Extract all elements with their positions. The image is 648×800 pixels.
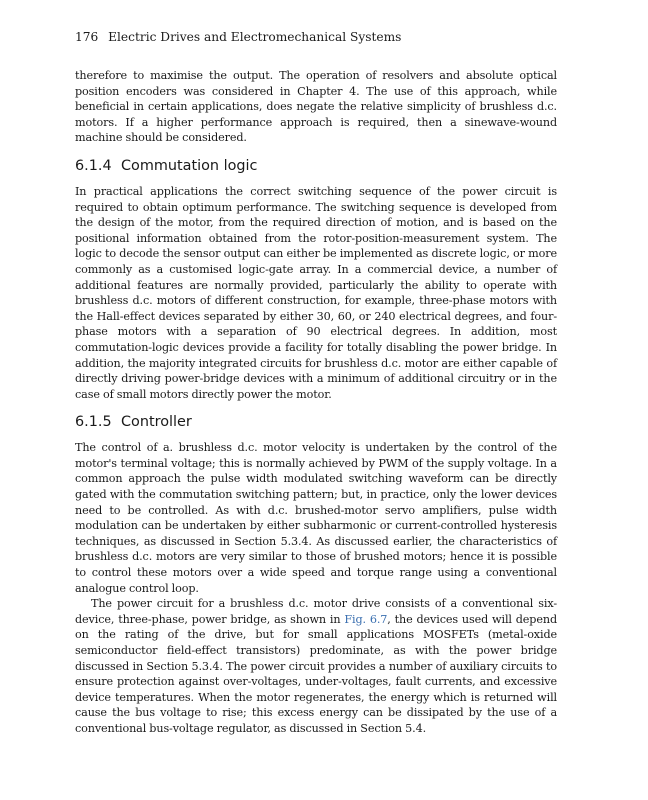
book-title: Electric Drives and Electromechanical Systems [108,30,402,44]
section-number: 6.1.5 [75,414,112,431]
section-title: Commutation logic [121,157,258,174]
controller-paragraph-2 [75,596,557,736]
running-head [75,28,557,46]
figure-reference-link[interactable]: Fig. 6.7 [344,612,388,626]
section-heading-commutation-logic [75,156,557,176]
section-heading-controller [75,412,557,432]
paragraph-text: , the devices used will depend on the rating of the drive, but for small applications MOSFETs (metal-oxide semiconductor field-effect transistors) predominate, as with the power bridge discussed in Section 5.3.4. The power circuit provides a number of auxiliary circuits to ensure protection against over-voltages, under-voltages, fault currents, and excessive device temperatures. When the motor regenerates, the energy which is returned will cause the bus voltage to rise; this excess energy can be dissipated by the use of a conventional bus-voltage regulator, as discussed in Section 5.4. [75,612,557,735]
commutation-logic-paragraph: In practical applications the correct switching sequence of the power circuit is required to obtain optimum performance. The switching sequence is developed from the design of the motor, from the required direction of motion, and is based on the positional information obtained from the rotor-position-measurement system. The logic to decode the sensor output can either be implemented as discrete logic, or more commonly as a customised logic-gate array. In a commercial device, a number of additional features are normally provided, particularly the ability to operate with brushless d.c. motors of different construction, for example, three-phase motors with the Hall-effect devices separated by either 30, 60, or 240 electrical degrees, and four-phase motors with a separation of 90 electrical degrees. In addition, most commutation-logic devices provide a facility for totally disabling the power bridge. In addition, the majority integrated circuits for brushless d.c. motor are either capable of directly driving power-bridge devices with a minimum of additional circuitry or in the case of small motors directly power the motor. [75,184,557,401]
page-number: 176 [75,30,99,44]
section-number: 6.1.4 [75,157,112,174]
intro-paragraph: therefore to maximise the output. The operation of resolvers and absolute optical position encoders was considered in Chapter 4. The use of this approach, while beneficial in certain applications, does negate the relative simplicity of brushless d.c. motors. If a higher performance approach is required, then a sinewave-wound machine should be considered. [75,69,557,145]
page [75,28,557,737]
paragraph-text: The power circuit for a brushless d.c. motor drive consists of a conventional six-device, three-phase, power bridge, as shown in [75,597,557,626]
controller-paragraph-1: The control of a. brushless d.c. motor velocity is undertaken by the control of the motor's terminal voltage; this is normally achieved by PWM of the supply voltage. In a common approach the pulse width modulated switching waveform can be directly gated with the commutation switching pattern; but, in practice, only the lower devices need to be controlled. As with d.c. brushed-motor servo amplifiers, pulse width modulation can be undertaken by either subharmonic or current-controlled hysteresis techniques, as discussed in Section 5.3.4. As discussed earlier, the characteristics of brushless d.c. motors are very similar to those of brushed motors; hence it is possible to control these motors over a wide speed and torque range using a conventional analogue control loop. [75,441,557,595]
section-title: Controller [121,414,192,431]
